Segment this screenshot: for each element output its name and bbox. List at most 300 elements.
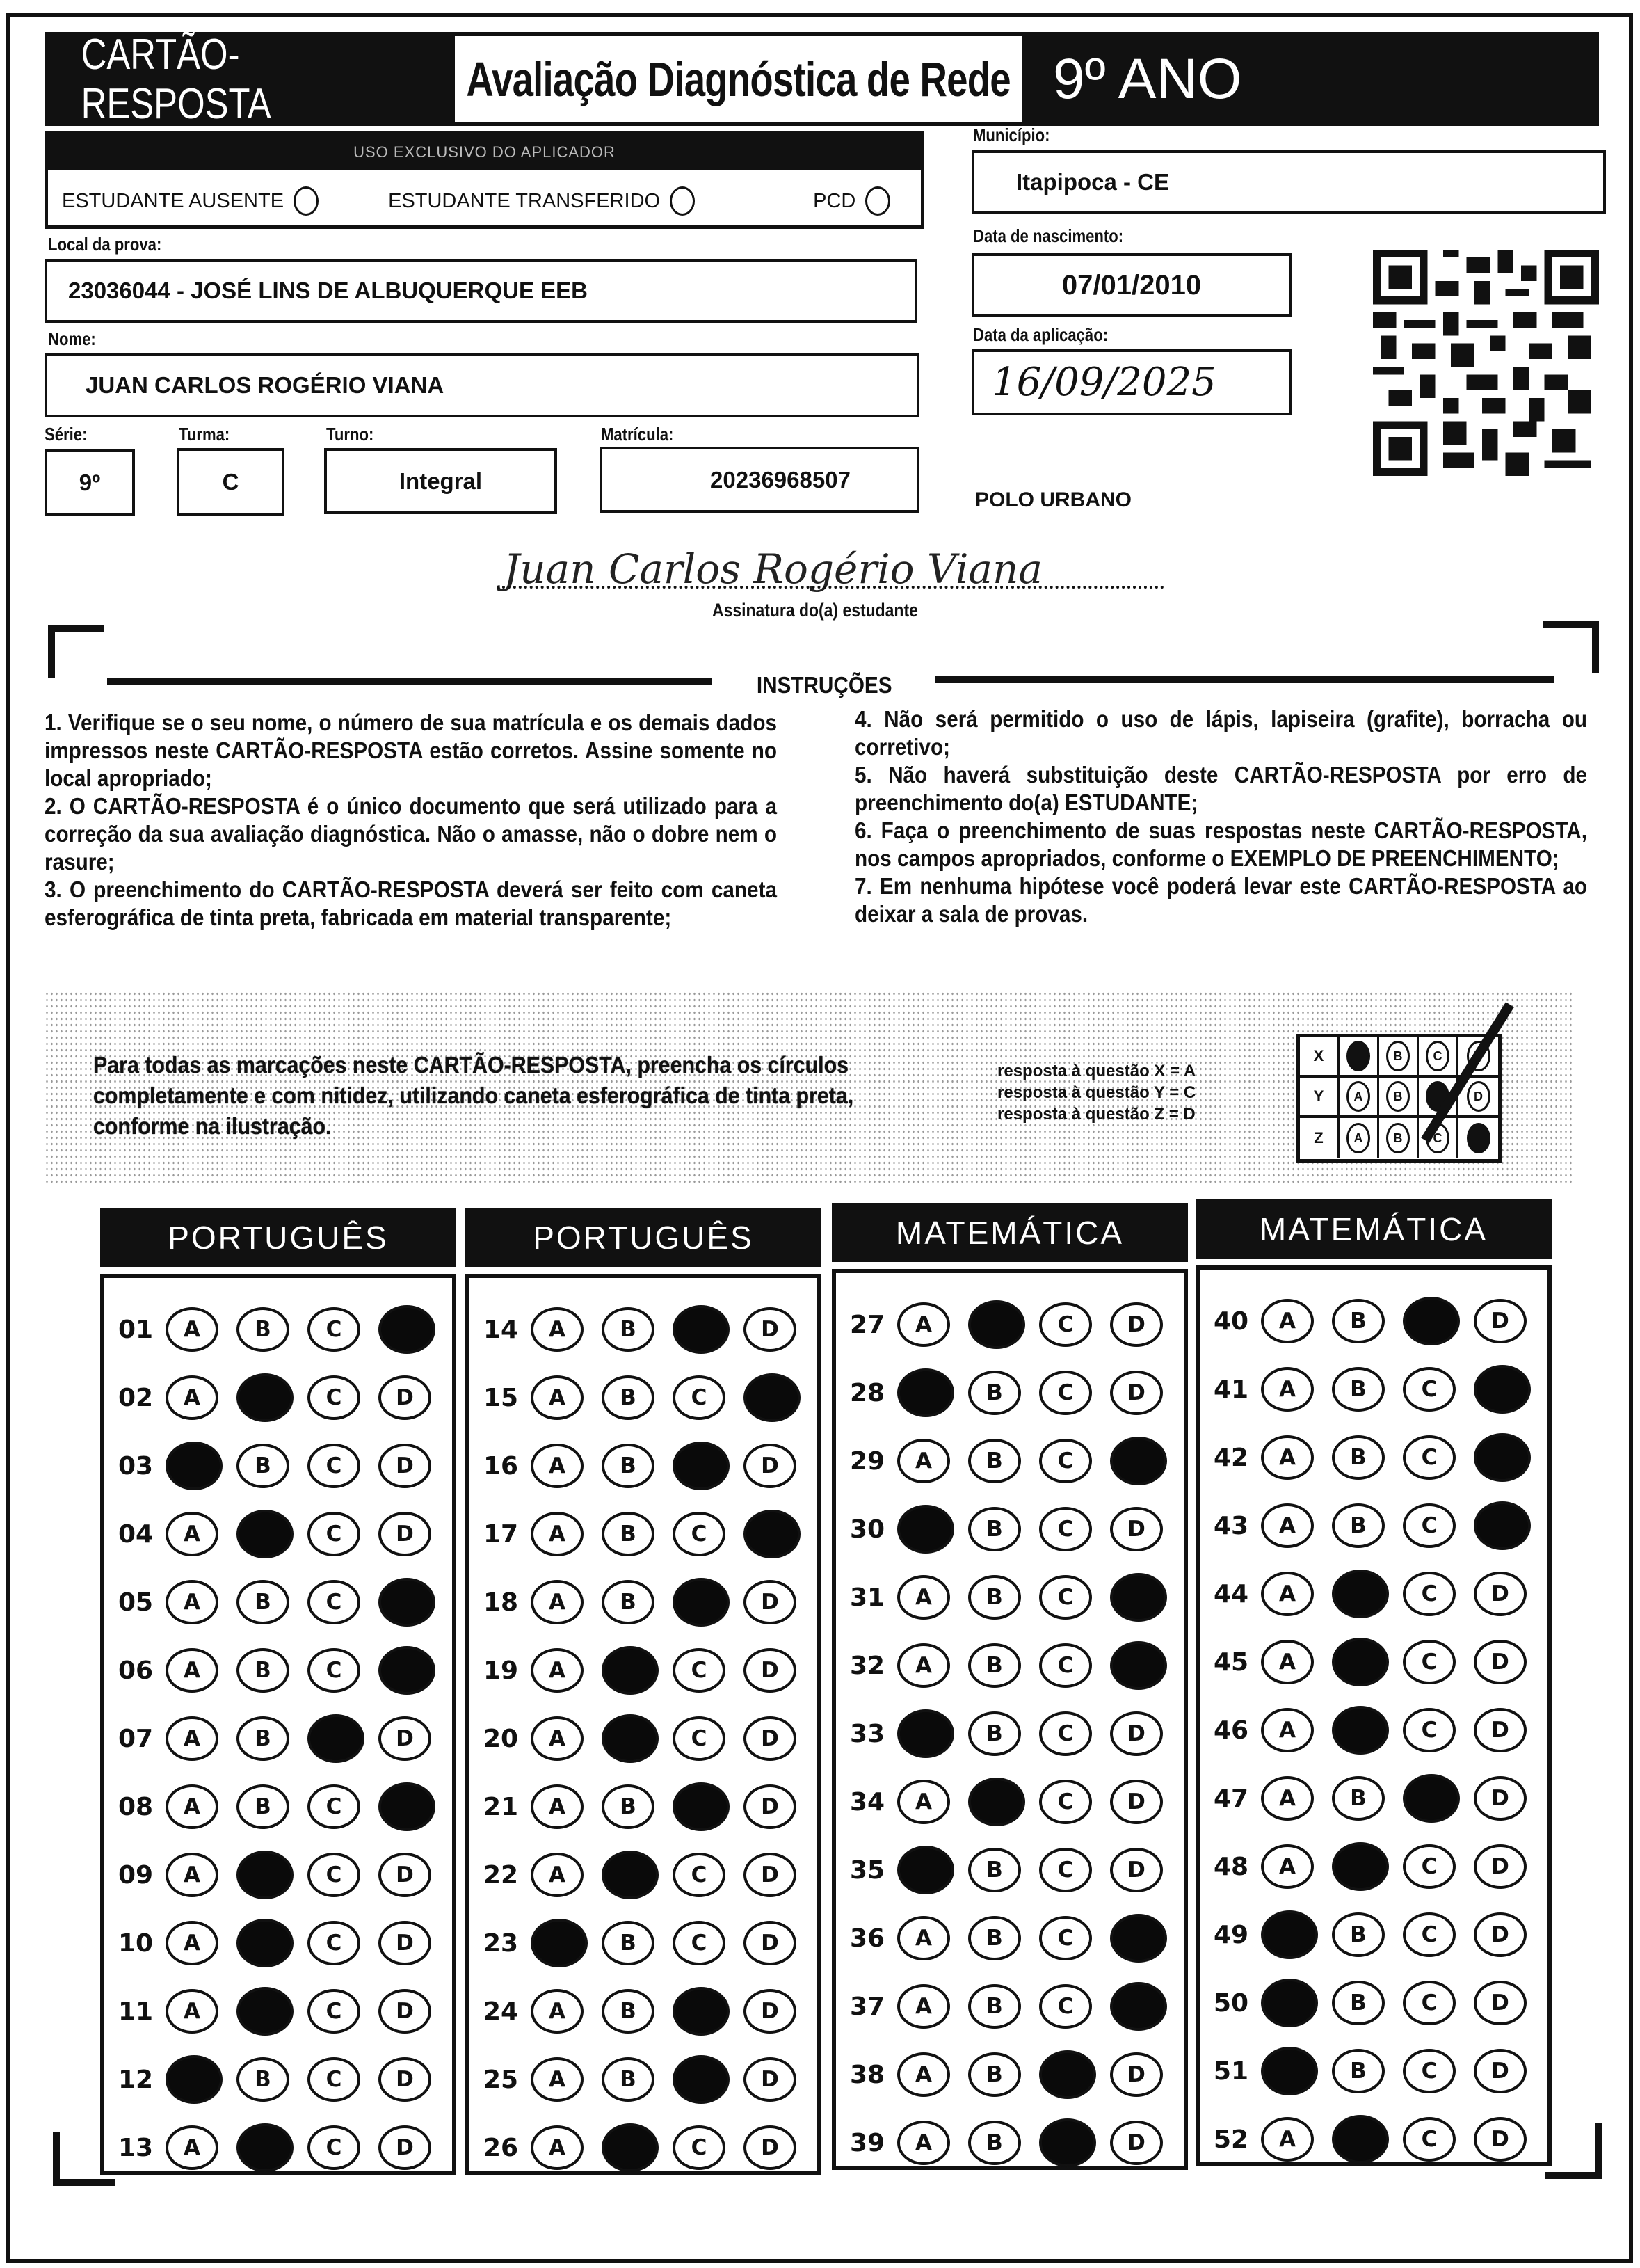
answer-bubble-c[interactable]: C: [307, 1648, 360, 1693]
answer-bubble-d[interactable]: D: [1474, 1640, 1527, 1684]
answer-bubble-d[interactable]: D: [1110, 2121, 1163, 2165]
answer-bubble-a[interactable]: A: [531, 1853, 584, 1897]
answer-bubble-b[interactable]: B: [602, 1784, 654, 1829]
example-bubble: B: [1386, 1081, 1410, 1112]
instruction-1: 1. Verifique se o seu nome, o número de sua matrícula e os demais dados impressos neste CARTÃO-RESPOSTA estão corretos. Assine somente no local apropriado;: [45, 710, 777, 791]
answer-bubble-b-filled[interactable]: [236, 1373, 294, 1422]
answer-bubble-d[interactable]: D: [378, 1989, 431, 2034]
question-row: [104, 1364, 452, 1432]
answer-bubble-a[interactable]: A: [166, 1921, 218, 1965]
answer-bubble-b[interactable]: B: [236, 1784, 289, 1829]
answer-bubble-c[interactable]: C: [1403, 1640, 1456, 1684]
question-number: 10: [118, 1928, 154, 1958]
assessment-title: Avaliação Diagnóstica de Rede: [466, 51, 1011, 106]
answer-bubble-a[interactable]: A: [1261, 1776, 1314, 1821]
answer-bubble-a[interactable]: A: [1261, 1367, 1314, 1412]
example-bubble: B: [1386, 1041, 1410, 1071]
answer-bubble-c[interactable]: C: [1403, 1912, 1456, 1957]
answer-bubble-c[interactable]: C: [307, 1989, 360, 2034]
answer-bubble-b[interactable]: B: [236, 2057, 289, 2102]
instructions-left: [45, 709, 777, 932]
answer-bubble-c[interactable]: C: [307, 1784, 360, 1829]
question-number: 47: [1214, 1784, 1249, 1813]
answer-bubble-b[interactable]: B: [968, 1439, 1021, 1483]
question-number: 24: [483, 1997, 519, 2026]
instruction-2: 2. O CARTÃO-RESPOSTA é o único documento que será utilizado para a correção da sua avaliação diagnóstica. Não o amasse, não o dobre nem o rasure;: [45, 793, 777, 875]
answer-bubble-d[interactable]: D: [743, 1784, 796, 1829]
question-number: 14: [483, 1315, 519, 1344]
absent-radio[interactable]: [294, 186, 319, 216]
answer-bubble-d-filled[interactable]: [1110, 1914, 1167, 1963]
answer-bubble-d[interactable]: D: [1474, 1572, 1527, 1616]
answer-bubble-b[interactable]: B: [602, 1989, 654, 2034]
answer-bubble-d[interactable]: D: [1110, 1302, 1163, 1347]
answer-bubble-c[interactable]: C: [673, 1853, 725, 1897]
answer-bubble-b-filled[interactable]: [1332, 1842, 1389, 1891]
answer-bubble-d[interactable]: D: [378, 2057, 431, 2102]
example-bubble: A: [1346, 1081, 1370, 1112]
answer-bubble-d[interactable]: D: [1110, 2052, 1163, 2097]
answer-bubble-d[interactable]: D: [743, 2125, 796, 2170]
question-row: [469, 1909, 817, 1977]
answer-bubble-d-filled[interactable]: [1110, 1437, 1167, 1485]
answer-bubble-b-filled[interactable]: [1332, 1706, 1389, 1755]
shift-value: Integral: [399, 468, 483, 494]
answer-bubble-b[interactable]: B: [968, 1984, 1021, 2029]
answer-bubble-d[interactable]: D: [743, 1580, 796, 1624]
answer-bubble-a[interactable]: A: [1261, 1844, 1314, 1889]
answer-bubble-d[interactable]: D: [743, 1716, 796, 1761]
answer-bubble-b[interactable]: B: [236, 1307, 289, 1352]
answer-bubble-a[interactable]: A: [897, 1984, 950, 2029]
answer-bubble-d[interactable]: D: [378, 1444, 431, 1488]
answer-bubble-a[interactable]: A: [166, 1648, 218, 1693]
answer-bubble-a[interactable]: A: [166, 2125, 218, 2170]
answer-bubble-c[interactable]: C: [307, 1375, 360, 1420]
question-row: [104, 1909, 452, 1977]
answer-bubble-c[interactable]: C: [673, 1921, 725, 1965]
answer-bubble-b[interactable]: B: [968, 1507, 1021, 1551]
answer-bubble-a[interactable]: A: [166, 1512, 218, 1556]
question-number: 01: [118, 1315, 154, 1344]
answer-bubble-b-filled[interactable]: [236, 1919, 294, 1967]
answer-bubble-a[interactable]: A: [166, 1784, 218, 1829]
question-number: 42: [1214, 1443, 1249, 1472]
instructions-title: INSTRUÇÕES: [756, 672, 892, 698]
answer-bubble-b-filled[interactable]: [1332, 1638, 1389, 1686]
answer-bubble-c[interactable]: C: [1039, 1984, 1092, 2029]
grade-title: 9º ANO: [1053, 47, 1242, 111]
answer-bubble-b[interactable]: B: [1332, 1367, 1385, 1412]
answer-bubble-b[interactable]: B: [602, 1512, 654, 1556]
example-bubble: A: [1346, 1123, 1370, 1153]
question-row: [469, 1568, 817, 1636]
answer-bubble-c-filled[interactable]: [673, 1782, 730, 1831]
answer-bubble-c-filled[interactable]: [673, 1305, 730, 1354]
answer-bubble-d-filled[interactable]: [1110, 1573, 1167, 1622]
question-number: 46: [1214, 1716, 1249, 1745]
answer-bubble-b-filled[interactable]: [1332, 2115, 1389, 2164]
answer-bubble-a[interactable]: A: [1261, 1640, 1314, 1684]
answer-bubble-c[interactable]: C: [673, 1648, 725, 1693]
answer-card: [6, 13, 1633, 2263]
transferred-label: ESTUDANTE TRANSFERIDO: [388, 189, 661, 212]
answer-bubble-a[interactable]: A: [166, 1375, 218, 1420]
example-legend-y: resposta à questão Y = C: [997, 1083, 1196, 1102]
answer-bubble-a[interactable]: A: [166, 1989, 218, 2034]
answer-bubble-c[interactable]: C: [307, 1512, 360, 1556]
answer-bubble-c-filled[interactable]: [673, 1578, 730, 1627]
enrollment-label: Matrícula:: [601, 424, 674, 445]
answer-bubble-b[interactable]: B: [968, 1643, 1021, 1688]
question-number: 28: [850, 1378, 885, 1407]
birth-date-field: [972, 253, 1292, 317]
instructions-right: [855, 705, 1587, 928]
answer-bubble-c-filled[interactable]: [1403, 1774, 1460, 1823]
question-row: [104, 1841, 452, 1909]
answer-bubble-c-filled[interactable]: [673, 1442, 730, 1490]
answer-bubble-d-filled[interactable]: [1110, 1982, 1167, 2031]
question-number: 40: [1214, 1307, 1249, 1336]
answer-bubble-a[interactable]: A: [531, 1648, 584, 1693]
answer-bubble-a[interactable]: A: [1261, 2117, 1314, 2162]
question-row: [469, 1500, 817, 1568]
answer-bubble-a[interactable]: A: [1261, 1503, 1314, 1548]
answer-bubble-a-filled[interactable]: [1261, 2047, 1318, 2095]
question-number: 51: [1214, 2057, 1249, 2086]
answer-bubble-d[interactable]: D: [1474, 2049, 1527, 2093]
signature-line[interactable]: [497, 586, 1164, 589]
answer-bubble-c[interactable]: C: [307, 1580, 360, 1624]
answer-bubble-a[interactable]: A: [531, 1307, 584, 1352]
answer-bubble-c[interactable]: C: [1039, 1780, 1092, 1824]
answer-bubble-a[interactable]: A: [1261, 1708, 1314, 1752]
answer-bubble-d-filled[interactable]: [378, 1646, 435, 1695]
answer-bubble-c-filled[interactable]: [1403, 1297, 1460, 1345]
application-date-value: 16/09/2025: [992, 360, 1216, 405]
class-field: [177, 448, 284, 516]
question-row: [469, 1364, 817, 1432]
answer-bubble-d[interactable]: D: [1474, 1776, 1527, 1821]
question-row: [469, 1841, 817, 1909]
answer-bubble-c[interactable]: C: [307, 1307, 360, 1352]
answer-bubble-c[interactable]: C: [673, 1512, 725, 1556]
example-cell: [1419, 1037, 1458, 1075]
answer-bubble-c[interactable]: C: [1403, 1981, 1456, 2025]
answer-bubble-d[interactable]: D: [1474, 2117, 1527, 2162]
answer-bubble-a[interactable]: A: [531, 1375, 584, 1420]
answer-bubble-d[interactable]: D: [378, 2125, 431, 2170]
answer-bubble-b[interactable]: B: [602, 1580, 654, 1624]
example-cell: [1340, 1037, 1379, 1075]
question-row: [836, 1768, 1184, 1836]
answer-bubble-b[interactable]: B: [236, 1716, 289, 1761]
answer-bubble-a-filled[interactable]: [1261, 1910, 1318, 1959]
answer-bubble-d[interactable]: D: [743, 2057, 796, 2102]
example-question-label: Y: [1300, 1078, 1340, 1115]
answer-bubble-d-filled[interactable]: [1474, 1365, 1531, 1414]
answer-bubble-b[interactable]: B: [1332, 2049, 1385, 2093]
answer-bubble-c[interactable]: C: [673, 2125, 725, 2170]
answer-bubble-b[interactable]: B: [1332, 1981, 1385, 2025]
answer-bubble-d-filled[interactable]: [743, 1373, 801, 1422]
question-number: 35: [850, 1855, 885, 1885]
answer-bubble-d[interactable]: D: [1110, 1848, 1163, 1892]
answer-bubble-b-filled[interactable]: [602, 1646, 659, 1695]
answer-bubble-a[interactable]: A: [531, 1580, 584, 1624]
answer-bubble-b-filled[interactable]: [602, 2123, 659, 2172]
answer-bubble-a[interactable]: A: [897, 1643, 950, 1688]
answer-bubble-b[interactable]: B: [236, 1580, 289, 1624]
answer-bubble-b-filled[interactable]: [236, 1851, 294, 1899]
answer-bubble-d-filled[interactable]: [1110, 1641, 1167, 1690]
answer-bubble-a[interactable]: A: [531, 2125, 584, 2170]
answer-bubble-d[interactable]: D: [1474, 1912, 1527, 1957]
question-number: 26: [483, 2133, 519, 2162]
question-number: 15: [483, 1383, 519, 1412]
question-number: 06: [118, 1656, 154, 1685]
answer-bubble-b[interactable]: B: [602, 1307, 654, 1352]
municipality-label: Município:: [973, 125, 1050, 145]
answer-bubble-d[interactable]: D: [1110, 1371, 1163, 1415]
corner-mark-tr-h: [1543, 621, 1599, 628]
answer-bubble-c[interactable]: C: [307, 2125, 360, 2170]
birth-date-label: Data de nascimento:: [973, 225, 1124, 246]
answer-bubble-b-filled[interactable]: [602, 1851, 659, 1899]
answer-bubble-b-filled[interactable]: [236, 2123, 294, 2172]
question-row: [104, 1773, 452, 1841]
answer-bubble-c[interactable]: C: [1039, 1371, 1092, 1415]
section-title: MATEMÁTICA: [832, 1203, 1188, 1262]
answer-bubble-a-filled[interactable]: [897, 1505, 954, 1554]
example-bubble: B: [1386, 1123, 1410, 1153]
answer-bubble-b-filled[interactable]: [602, 1714, 659, 1763]
question-number: 02: [118, 1383, 154, 1412]
answer-bubble-a-filled[interactable]: [897, 1846, 954, 1894]
question-row: [1200, 1832, 1547, 1901]
answer-bubble-a[interactable]: A: [166, 1307, 218, 1352]
answer-bubble-a-filled[interactable]: [897, 1368, 954, 1417]
answer-bubble-c[interactable]: C: [1039, 1575, 1092, 1620]
pcd-radio[interactable]: [865, 186, 890, 216]
corner-mark-bl: [53, 2132, 60, 2186]
answer-bubble-a-filled[interactable]: [531, 1919, 588, 1967]
answer-bubble-d[interactable]: D: [1474, 1981, 1527, 2025]
question-row: [1200, 1628, 1547, 1696]
answer-bubble-b[interactable]: B: [968, 1711, 1021, 1756]
answer-bubble-d[interactable]: D: [743, 1444, 796, 1488]
answer-bubble-b-filled[interactable]: [1332, 1570, 1389, 1618]
answer-bubble-a[interactable]: A: [897, 1780, 950, 1824]
answer-bubble-d-filled[interactable]: [743, 1510, 801, 1558]
answer-bubble-d[interactable]: D: [1474, 1708, 1527, 1752]
question-row: [104, 1295, 452, 1364]
answer-bubble-b[interactable]: B: [236, 1648, 289, 1693]
answer-bubble-d[interactable]: D: [1474, 1844, 1527, 1889]
answer-bubble-d[interactable]: D: [378, 1512, 431, 1556]
answer-bubble-a-filled[interactable]: [897, 1709, 954, 1758]
question-row: [1200, 1492, 1547, 1560]
answer-bubble-c[interactable]: C: [1039, 1916, 1092, 1960]
answer-bubble-a[interactable]: A: [1261, 1435, 1314, 1480]
answer-bubble-b[interactable]: B: [968, 2121, 1021, 2165]
answer-bubble-d[interactable]: D: [378, 1853, 431, 1897]
answer-bubble-d[interactable]: D: [743, 1307, 796, 1352]
corner-mark-tl-h: [48, 625, 104, 632]
answer-bubble-c[interactable]: C: [1403, 2049, 1456, 2093]
answer-bubble-d-filled[interactable]: [378, 1305, 435, 1354]
answer-bubble-d[interactable]: D: [378, 1716, 431, 1761]
answer-bubble-a-filled[interactable]: [166, 1442, 223, 1490]
answer-bubble-c-filled[interactable]: [307, 1714, 364, 1763]
question-number: 11: [118, 1997, 154, 2026]
section-answer-box: [832, 1269, 1188, 2170]
answer-bubble-b[interactable]: B: [236, 1444, 289, 1488]
answer-bubble-a[interactable]: A: [531, 1444, 584, 1488]
answer-bubble-c[interactable]: C: [1403, 2117, 1456, 2162]
answer-bubble-a[interactable]: A: [897, 1302, 950, 1347]
question-number: 17: [483, 1519, 519, 1549]
answer-bubble-c[interactable]: C: [673, 1375, 725, 1420]
answer-section-4: [1196, 1199, 1552, 2166]
answer-bubble-b-filled[interactable]: [968, 1300, 1025, 1349]
question-row: [469, 1295, 817, 1364]
answer-bubble-d[interactable]: D: [1110, 1507, 1163, 1551]
answer-bubble-a[interactable]: A: [166, 1716, 218, 1761]
answer-bubble-c[interactable]: C: [1403, 1435, 1456, 1480]
answer-bubble-c-filled[interactable]: [1039, 2118, 1096, 2167]
answer-bubble-c[interactable]: C: [1403, 1503, 1456, 1548]
answer-bubble-d-filled[interactable]: [1474, 1501, 1531, 1550]
answer-bubble-a[interactable]: A: [897, 1916, 950, 1960]
transferred-radio[interactable]: [670, 186, 695, 216]
answer-bubble-d[interactable]: D: [743, 1921, 796, 1965]
instruction-7: 7. Em nenhuma hipótese você poderá levar este CARTÃO-RESPOSTA ao deixar a sala de provas.: [855, 873, 1587, 927]
answer-bubble-c[interactable]: C: [1403, 1367, 1456, 1412]
question-number: 49: [1214, 1920, 1249, 1949]
answer-bubble-b[interactable]: B: [968, 1916, 1021, 1960]
example-cell: [1458, 1118, 1498, 1158]
question-row: [836, 1427, 1184, 1495]
answer-bubble-d-filled[interactable]: [1474, 1433, 1531, 1482]
answer-bubble-a[interactable]: A: [531, 1989, 584, 2034]
question-row: [1200, 1901, 1547, 1969]
answer-bubble-b-filled[interactable]: [236, 1987, 294, 2036]
answer-bubble-d[interactable]: D: [743, 1648, 796, 1693]
answer-bubble-c[interactable]: C: [1403, 1844, 1456, 1889]
student-signature: Juan Carlos Rogério Viana: [504, 545, 1043, 593]
answer-bubble-b[interactable]: B: [968, 1575, 1021, 1620]
answer-bubble-b[interactable]: B: [968, 1371, 1021, 1415]
question-row: [104, 1500, 452, 1568]
answer-bubble-c[interactable]: C: [1039, 1643, 1092, 1688]
answer-bubble-a[interactable]: A: [531, 1512, 584, 1556]
answer-bubble-d-filled[interactable]: [378, 1782, 435, 1831]
question-number: 08: [118, 1792, 154, 1821]
answer-bubble-c[interactable]: C: [1039, 1302, 1092, 1347]
example-bubble: C: [1426, 1041, 1449, 1071]
instructions-rule-right: [935, 676, 1554, 683]
answer-bubble-b[interactable]: B: [1332, 1503, 1385, 1548]
question-number: 39: [850, 2128, 885, 2157]
answer-bubble-c[interactable]: C: [307, 1921, 360, 1965]
question-number: 48: [1214, 1852, 1249, 1881]
instruction-3: 3. O preenchimento do CARTÃO-RESPOSTA deverá ser feito com caneta esferográfica de tinta preta, fabricada em material transparente;: [45, 877, 777, 930]
question-number: 12: [118, 2065, 154, 2094]
answer-bubble-d-filled[interactable]: [378, 1578, 435, 1627]
answer-bubble-d[interactable]: D: [743, 1989, 796, 2034]
example-legend-z: resposta à questão Z = D: [997, 1105, 1196, 1124]
answer-bubble-a-filled[interactable]: [1261, 1979, 1318, 2027]
answer-bubble-c[interactable]: C: [307, 2057, 360, 2102]
answer-bubble-a[interactable]: A: [897, 1439, 950, 1483]
question-row: [836, 1631, 1184, 1700]
question-row: [469, 2114, 817, 2182]
question-number: 25: [483, 2065, 519, 2094]
answer-bubble-c[interactable]: C: [1039, 1507, 1092, 1551]
answer-bubble-c[interactable]: C: [1039, 1439, 1092, 1483]
answer-bubble-c[interactable]: C: [1039, 1711, 1092, 1756]
answer-bubble-a-filled[interactable]: [166, 2055, 223, 2104]
answer-bubble-d[interactable]: D: [1110, 1780, 1163, 1824]
answer-bubble-b-filled[interactable]: [968, 1778, 1025, 1826]
answer-bubble-d[interactable]: D: [1474, 1299, 1527, 1343]
question-row: [469, 1636, 817, 1704]
answer-bubble-a[interactable]: A: [166, 1853, 218, 1897]
answer-bubble-d[interactable]: D: [743, 1853, 796, 1897]
answer-bubble-a[interactable]: A: [531, 1716, 584, 1761]
answer-bubble-c[interactable]: C: [1403, 1708, 1456, 1752]
answer-bubble-c[interactable]: C: [673, 1716, 725, 1761]
answer-bubble-a[interactable]: A: [1261, 1299, 1314, 1343]
answer-bubble-b[interactable]: B: [602, 1921, 654, 1965]
answer-bubble-d[interactable]: D: [1110, 1711, 1163, 1756]
example-bubble: D: [1467, 1081, 1490, 1112]
answer-bubble-a[interactable]: A: [1261, 1572, 1314, 1616]
answer-bubble-c-filled[interactable]: [1039, 2050, 1096, 2099]
answer-bubble-c[interactable]: C: [1039, 1848, 1092, 1892]
answer-bubble-b[interactable]: B: [968, 2052, 1021, 2097]
answer-bubble-a[interactable]: A: [897, 2121, 950, 2165]
answer-bubble-b[interactable]: B: [602, 1444, 654, 1488]
answer-bubble-a[interactable]: A: [897, 1575, 950, 1620]
example-question-label: Z: [1300, 1118, 1340, 1158]
example-cell: [1379, 1078, 1419, 1115]
answer-bubble-d[interactable]: D: [378, 1375, 431, 1420]
answer-bubble-a[interactable]: A: [166, 1580, 218, 1624]
answer-bubble-c[interactable]: C: [307, 1853, 360, 1897]
answer-bubble-b[interactable]: B: [602, 1375, 654, 1420]
answer-bubble-c-filled[interactable]: [673, 2055, 730, 2104]
answer-bubble-d[interactable]: D: [378, 1921, 431, 1965]
answer-bubble-b[interactable]: B: [1332, 1299, 1385, 1343]
answer-bubble-b[interactable]: B: [602, 2057, 654, 2102]
answer-bubble-a[interactable]: A: [531, 2057, 584, 2102]
answer-bubble-b[interactable]: B: [1332, 1776, 1385, 1821]
answer-bubble-b[interactable]: B: [968, 1848, 1021, 1892]
question-number: 32: [850, 1651, 885, 1680]
application-date-field[interactable]: [972, 349, 1292, 415]
answer-bubble-b[interactable]: B: [1332, 1435, 1385, 1480]
answer-bubble-a[interactable]: A: [531, 1784, 584, 1829]
answer-bubble-b[interactable]: B: [1332, 1912, 1385, 1957]
answer-bubble-c[interactable]: C: [307, 1444, 360, 1488]
answer-bubble-a[interactable]: A: [897, 2052, 950, 2097]
answer-bubble-c-filled[interactable]: [673, 1987, 730, 2036]
municipality-field: [972, 150, 1606, 214]
answer-bubble-c[interactable]: C: [1403, 1572, 1456, 1616]
answer-bubble-b-filled[interactable]: [236, 1510, 294, 1558]
